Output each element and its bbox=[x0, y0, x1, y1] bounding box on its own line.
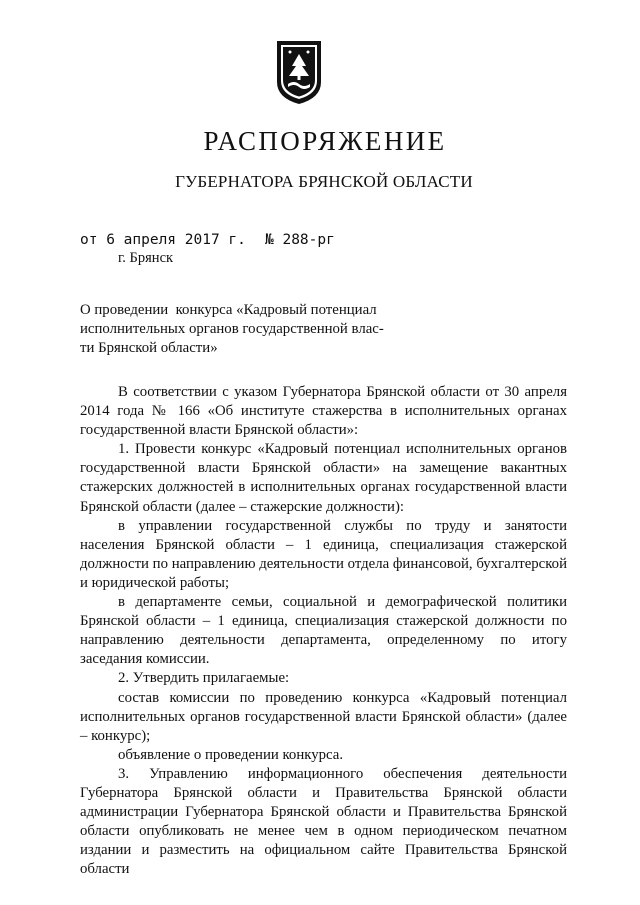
body-paragraph: объявление о проведении конкурса. bbox=[118, 746, 344, 763]
body-paragraph: состав комиссии по проведению конкурса «Кадровый потенциал исполнительных органов государственной власти Брянской области» (далее – конкурс); bbox=[80, 689, 567, 744]
body-paragraph: 3. Управлению информационного обеспечения деятельности Губернатора Брянской области и Правительства Брянской области администрации Губернатора Брянской области и Правительства Брянской области опубликовать не менее чем в одном периодическом печатном издании и разместить на официальном сайте Правительства Брянской области bbox=[80, 765, 567, 878]
document-number: № 288-рг bbox=[265, 232, 335, 248]
document-date: от 6 апреля 2017 г. bbox=[80, 232, 246, 248]
body-paragraph: 1. Провести конкурс «Кадровый потенциал исполнительных органов государственной власти Брянской области» на замещение вакантных стажерских должностей в исполнительных органах государственной власти Брянской области (далее – стажерские должности): bbox=[80, 441, 567, 515]
subject-line-3: ти Брянской области» bbox=[80, 340, 218, 356]
document-body bbox=[80, 383, 567, 879]
subject-line-1: О проведении конкурса «Кадровый потенциал bbox=[80, 302, 377, 318]
body-paragraph: 2. Утвердить прилагаемые: bbox=[118, 670, 290, 687]
body-paragraph: В соответствии с указом Губернатора Брянской области от 30 апреля 2014 года № 166 «Об институте стажерства в исполнительных органах государственной власти Брянской области»: bbox=[80, 384, 567, 439]
body-paragraph: в департаменте семьи, социальной и демографической политики Брянской области – 1 единица, специализация стажерской должности по направлению деятельности департамента, определенному по итогу заседания комиссии. bbox=[80, 594, 567, 668]
document-subtitle: ГУБЕРНАТОРА БРЯНСКОЙ ОБЛАСТИ bbox=[175, 172, 473, 191]
coat-of-arms-icon bbox=[274, 38, 324, 106]
subject-line-2: исполнительных органов государственной влас- bbox=[80, 321, 384, 337]
body-paragraph: в управлении государственной службы по труду и занятости населения Брянской области – 1 единица, специализация стажерской должности по направлению деятельности отдела финансовой, бухгалтерской и юридической работы; bbox=[80, 517, 567, 591]
document-subject bbox=[80, 301, 410, 358]
document-title: РАСПОРЯЖЕНИЕ bbox=[203, 126, 447, 156]
document-city: г. Брянск bbox=[118, 250, 174, 266]
